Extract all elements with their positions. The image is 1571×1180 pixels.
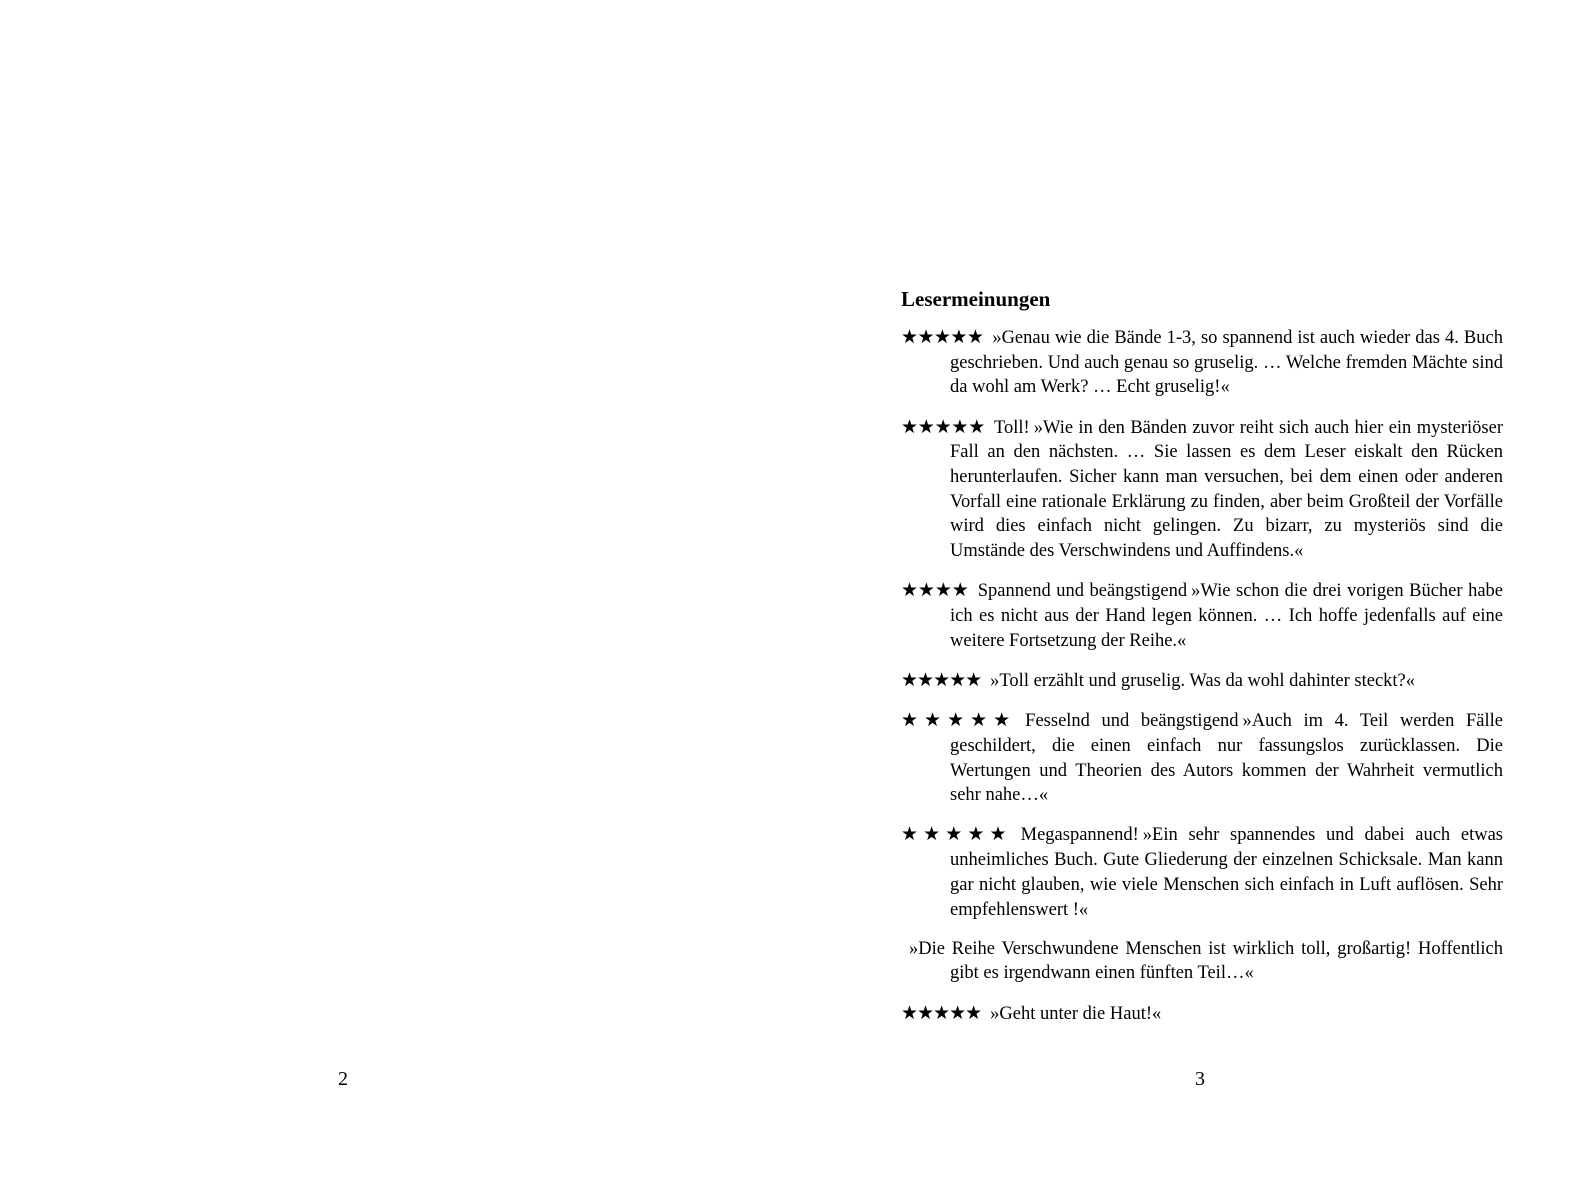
review-text: »Wie in den Bänden zuvor reiht sich auch hier ein mysteriöser Fall an den nächsten. … Sie lassen es dem Leser eiskalt den Rücken herunterlaufen. Sicher kann man versuchen, bei dem einen oder anderen Vorfall eine rationale Erklärung zu finden, aber beim Großteil der Vorfälle wird dies einfach nicht gelingen. Zu bizarr, zu mysteriös sind die Umstände des Verschwindens und Auffindens.« (950, 417, 1504, 562)
review-item (901, 415, 1503, 564)
review-text: »Wie schon die drei vorigen Bücher habe ich es nicht aus der Hand legen können. … Ich hoffe jedenfalls auf eine weitere Fortsetzung der Reihe.« (950, 581, 1504, 651)
star-rating-icon: ★★★★★ (901, 823, 1012, 846)
star-rating-icon: ★★★★★ (901, 415, 986, 438)
review-text: »Geht unter die Haut!« (990, 1003, 1162, 1024)
review-title: Spannend und beängstigend (977, 581, 1188, 602)
page-number-left: 2 (338, 1068, 348, 1090)
review-title: Megaspannend! (1020, 825, 1139, 846)
review-text: »Genau wie die Bände 1-3, so spannend ist auch wieder das 4. Buch geschrieben. Und auch genau so gruselig. … Welche fremden Mächte sind da wohl am Werk? … Echt gruselig!« (950, 328, 1503, 398)
review-item (901, 937, 1503, 986)
section-heading: Lesermeinungen (901, 287, 1051, 311)
star-rating-icon: ★★★★★ (901, 326, 984, 348)
review-item (901, 668, 1503, 694)
review-item (901, 578, 1503, 653)
left-page (0, 0, 785, 1180)
review-text: »Ein sehr spannendes und dabei auch etwas unheimliches Buch. Gute Gliederung der einzelnen Schicksale. Man kann gar nicht glauben, wie viele Menschen sich einfach in Luft auflösen. Sehr empfehlenswert !« (950, 825, 1504, 920)
star-rating-icon: ★★★★★ (901, 668, 982, 691)
review-text: »Auch im 4. Teil werden Fälle geschildert, die einen einfach nur fassungslos zurücklassen. Die Wertungen und Theorien des Autors kommen der Wahrheit vermutlich sehr nahe…« (950, 711, 1503, 806)
review-text: »Toll erzählt und gruselig. Was da wohl dahinter steckt?« (990, 670, 1416, 691)
review-item (901, 708, 1503, 808)
star-rating-icon: ★★★★★ (901, 1001, 982, 1024)
review-item (901, 822, 1503, 922)
review-title: Fesselnd und beängstigend (1025, 711, 1239, 732)
review-text: »Die Reihe Verschwundene Menschen ist wirklich toll, großartig! Hoffentlich gibt es irgendwann einen fünften Teil…« (909, 938, 1503, 984)
reviews-section (901, 285, 1503, 1041)
review-title: Toll! (994, 417, 1030, 438)
star-rating-icon: ★★★★ (901, 579, 969, 602)
page-number-right: 3 (1195, 1068, 1205, 1090)
right-page (785, 0, 1571, 1180)
review-item (901, 1001, 1503, 1027)
star-rating-icon: ★★★★★ (901, 709, 1017, 732)
review-item (901, 325, 1503, 400)
